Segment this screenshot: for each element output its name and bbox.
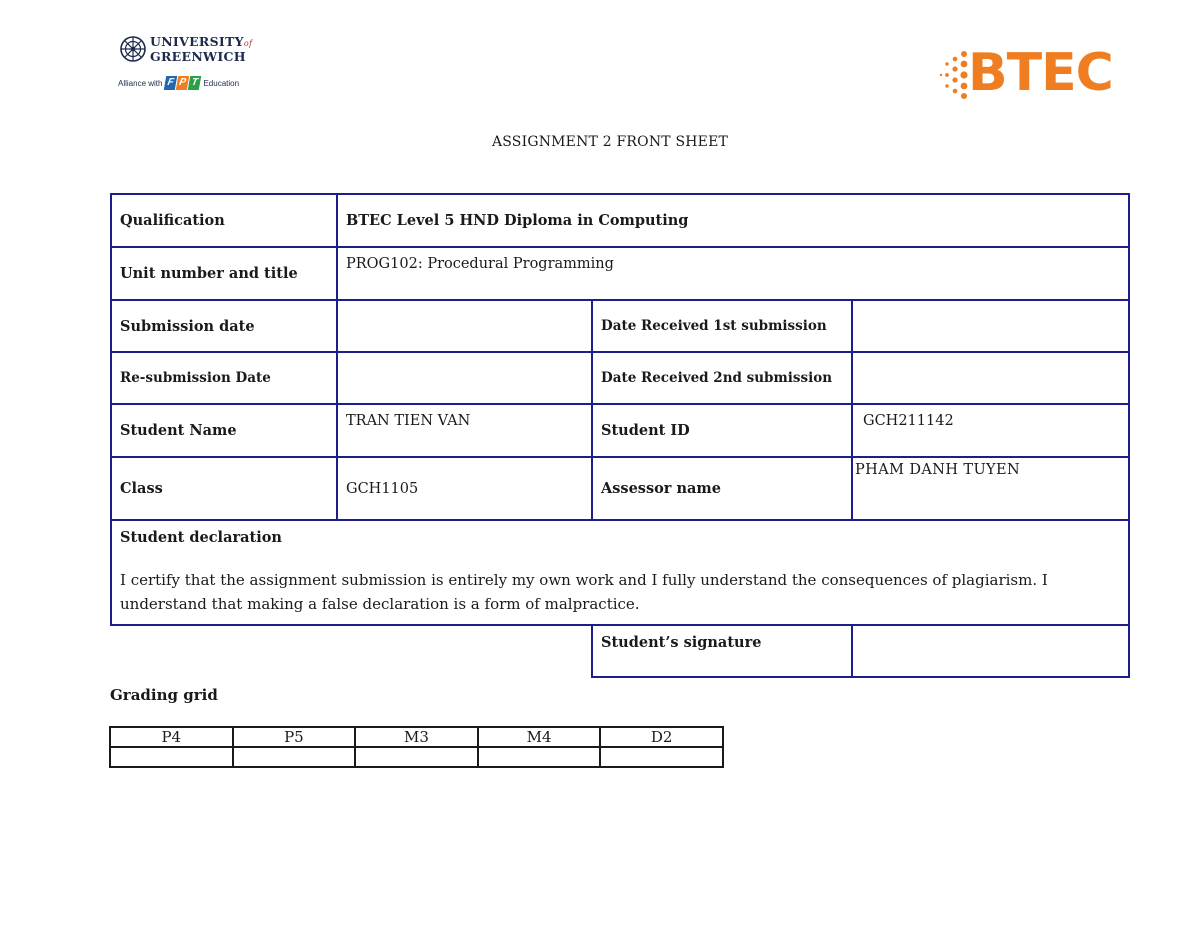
signature-value[interactable] — [852, 625, 1129, 677]
grading-grid — [109, 726, 724, 768]
declaration-heading: Student declaration — [120, 529, 282, 546]
declaration-cell — [111, 520, 1129, 625]
student-name-label: Student Name — [111, 404, 337, 457]
resubmission-date-value[interactable] — [337, 352, 592, 404]
received-2nd-value[interactable] — [852, 352, 1129, 404]
grade-value-m4[interactable] — [478, 747, 601, 767]
grade-header-d2: D2 — [600, 727, 723, 747]
fpt-letter-f: F — [164, 76, 177, 90]
student-id-label: Student ID — [592, 404, 852, 457]
row-student — [111, 404, 1129, 457]
student-id-value: GCH211142 — [852, 404, 1129, 457]
grade-header-p4: P4 — [110, 727, 233, 747]
row-declaration — [111, 520, 1129, 625]
grading-grid-heading: Grading grid — [110, 686, 218, 704]
greenwich-wordmark — [150, 35, 252, 63]
grade-header-p5: P5 — [233, 727, 356, 747]
row-signature — [111, 625, 1129, 677]
greenwich-line1: UNIVERSITY — [150, 34, 244, 49]
row-unit — [111, 247, 1129, 300]
grading-value-row — [110, 747, 723, 767]
received-2nd-label: Date Received 2nd submission — [592, 352, 852, 404]
education-text: Education — [203, 78, 240, 88]
fpt-logo — [165, 76, 200, 90]
submission-date-value[interactable] — [337, 300, 592, 352]
page-title: ASSIGNMENT 2 FRONT SHEET — [491, 134, 729, 150]
greenwich-of: of — [243, 39, 253, 48]
greenwich-crest-icon — [120, 36, 146, 62]
fpt-letter-p: P — [176, 76, 189, 90]
class-label: Class — [111, 457, 337, 520]
received-1st-label: Date Received 1st submission — [592, 300, 852, 352]
assessor-label: Assessor name — [592, 457, 852, 520]
row-submission — [111, 300, 1129, 352]
greenwich-logo — [118, 32, 258, 94]
qualification-label: Qualification — [111, 194, 337, 247]
signature-spacer — [111, 625, 592, 677]
fpt-letter-t: T — [188, 76, 201, 90]
grade-value-p4[interactable] — [110, 747, 233, 767]
btec-dots-icon — [938, 48, 968, 106]
qualification-value: BTEC Level 5 HND Diploma in Computing — [337, 194, 1129, 247]
greenwich-line2: GREENWICH — [150, 49, 246, 64]
student-name-value: TRAN TIEN VAN — [337, 404, 592, 457]
row-qualification — [111, 194, 1129, 247]
btec-logo — [938, 43, 1123, 106]
alliance-text: Alliance with — [118, 78, 163, 88]
grade-value-d2[interactable] — [600, 747, 723, 767]
assessor-value: PHAM DANH TUYEN — [852, 457, 1129, 520]
submission-date-label: Submission date — [111, 300, 337, 352]
signature-label: Student’s signature — [592, 625, 852, 677]
unit-label: Unit number and title — [111, 247, 337, 300]
grade-header-m3: M3 — [355, 727, 478, 747]
grade-value-p5[interactable] — [233, 747, 356, 767]
row-class — [111, 457, 1129, 520]
declaration-text: I certify that the assignment submission is entirely my own work and I fully understand the consequences of plagiarism. I understand that making a false declaration is a form of malpractice. — [120, 571, 1048, 613]
grade-value-m3[interactable] — [355, 747, 478, 767]
class-value: GCH1105 — [337, 457, 592, 520]
front-sheet-table — [110, 193, 1130, 678]
grade-header-m4: M4 — [478, 727, 601, 747]
resubmission-date-label: Re-submission Date — [111, 352, 337, 404]
fpt-alliance — [118, 76, 239, 90]
unit-value: PROG102: Procedural Programming — [337, 247, 1129, 300]
btec-wordmark: BTEC — [968, 43, 1113, 103]
grading-header-row — [110, 727, 723, 747]
row-resubmission — [111, 352, 1129, 404]
received-1st-value[interactable] — [852, 300, 1129, 352]
